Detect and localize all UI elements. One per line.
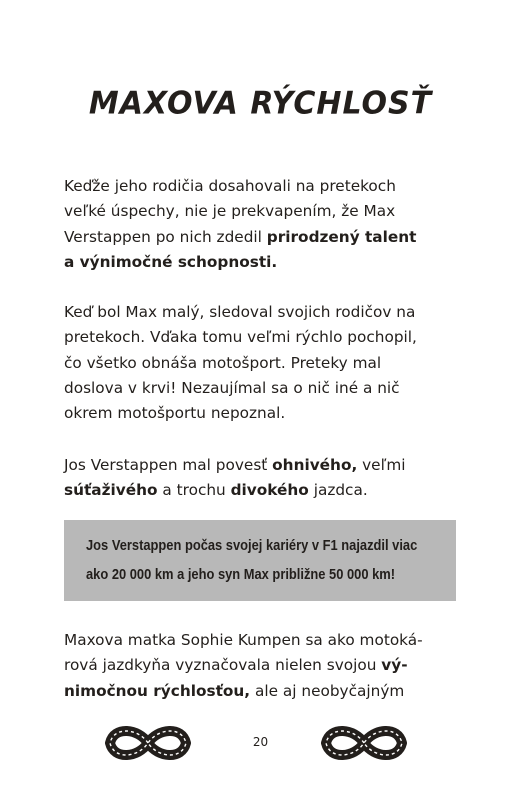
paragraph-line: doslova v krvi! Nezaujímal sa o nič iné a nič (64, 378, 400, 397)
fact-line: ako 20 000 km a jeho syn Max približne 50 000 km! (86, 566, 396, 583)
paragraph-line: čo všetko obnáša motošport. Preteky mal (64, 353, 382, 372)
paragraph-3 (64, 453, 464, 504)
text-run: veľmi (357, 456, 406, 474)
bold-text: vý- (381, 656, 408, 675)
bold-text: súťaživého (64, 481, 158, 500)
paragraph-line (64, 679, 464, 704)
text-run: Jos Verstappen mal povesť (64, 456, 273, 474)
page-number: 20 (252, 735, 269, 749)
paragraph-line: veľké úspechy, nie je prekvapením, že Max (64, 202, 396, 221)
paragraph-line: Keďže jeho rodičia dosahovali na pretekoch (64, 177, 396, 195)
bold-text: prirodzený talent (266, 227, 417, 246)
bold-text: ohnivého, (272, 456, 358, 474)
paragraph-line (64, 225, 464, 250)
paragraph-line (64, 653, 464, 678)
text-run: a trochu (157, 481, 231, 500)
bold-text: a výnimočné schopnosti. (64, 252, 278, 271)
paragraph-line: pretekoch. Vďaka tomu veľmi rýchlo pochopil, (64, 328, 417, 347)
paragraph-line (64, 453, 464, 478)
paragraph-4 (64, 628, 464, 704)
text-run: jazdca. (308, 481, 368, 500)
fact-box (64, 520, 456, 601)
text-run: rová jazdkyňa vyznačovala nielen svojou (64, 656, 382, 675)
fact-line: Jos Verstappen počas svojej kariéry v F1 najazdil viac (86, 537, 418, 554)
paragraph-line (64, 478, 464, 503)
page-title: MAXOVA RÝCHLOSŤ (88, 85, 433, 122)
bold-text: nimočnou rýchlosťou, (64, 681, 251, 700)
paragraph-1 (64, 174, 464, 275)
paragraph-line: Keď bol Max malý, sledoval svojich rodičov na (64, 303, 416, 321)
infinity-track-icon (318, 720, 410, 766)
fact-text (86, 531, 418, 589)
paragraph-line (64, 250, 464, 275)
bold-text: divokého (230, 481, 309, 500)
paragraph-line: okrem motošportu nepoznal. (64, 404, 286, 423)
text-run: ale aj neobyčajným (250, 681, 405, 700)
paragraph-line: Maxova matka Sophie Kumpen sa ako motoká- (64, 631, 423, 649)
text-run: Verstappen po nich zdedil (64, 227, 267, 246)
paragraph-2 (64, 300, 464, 426)
